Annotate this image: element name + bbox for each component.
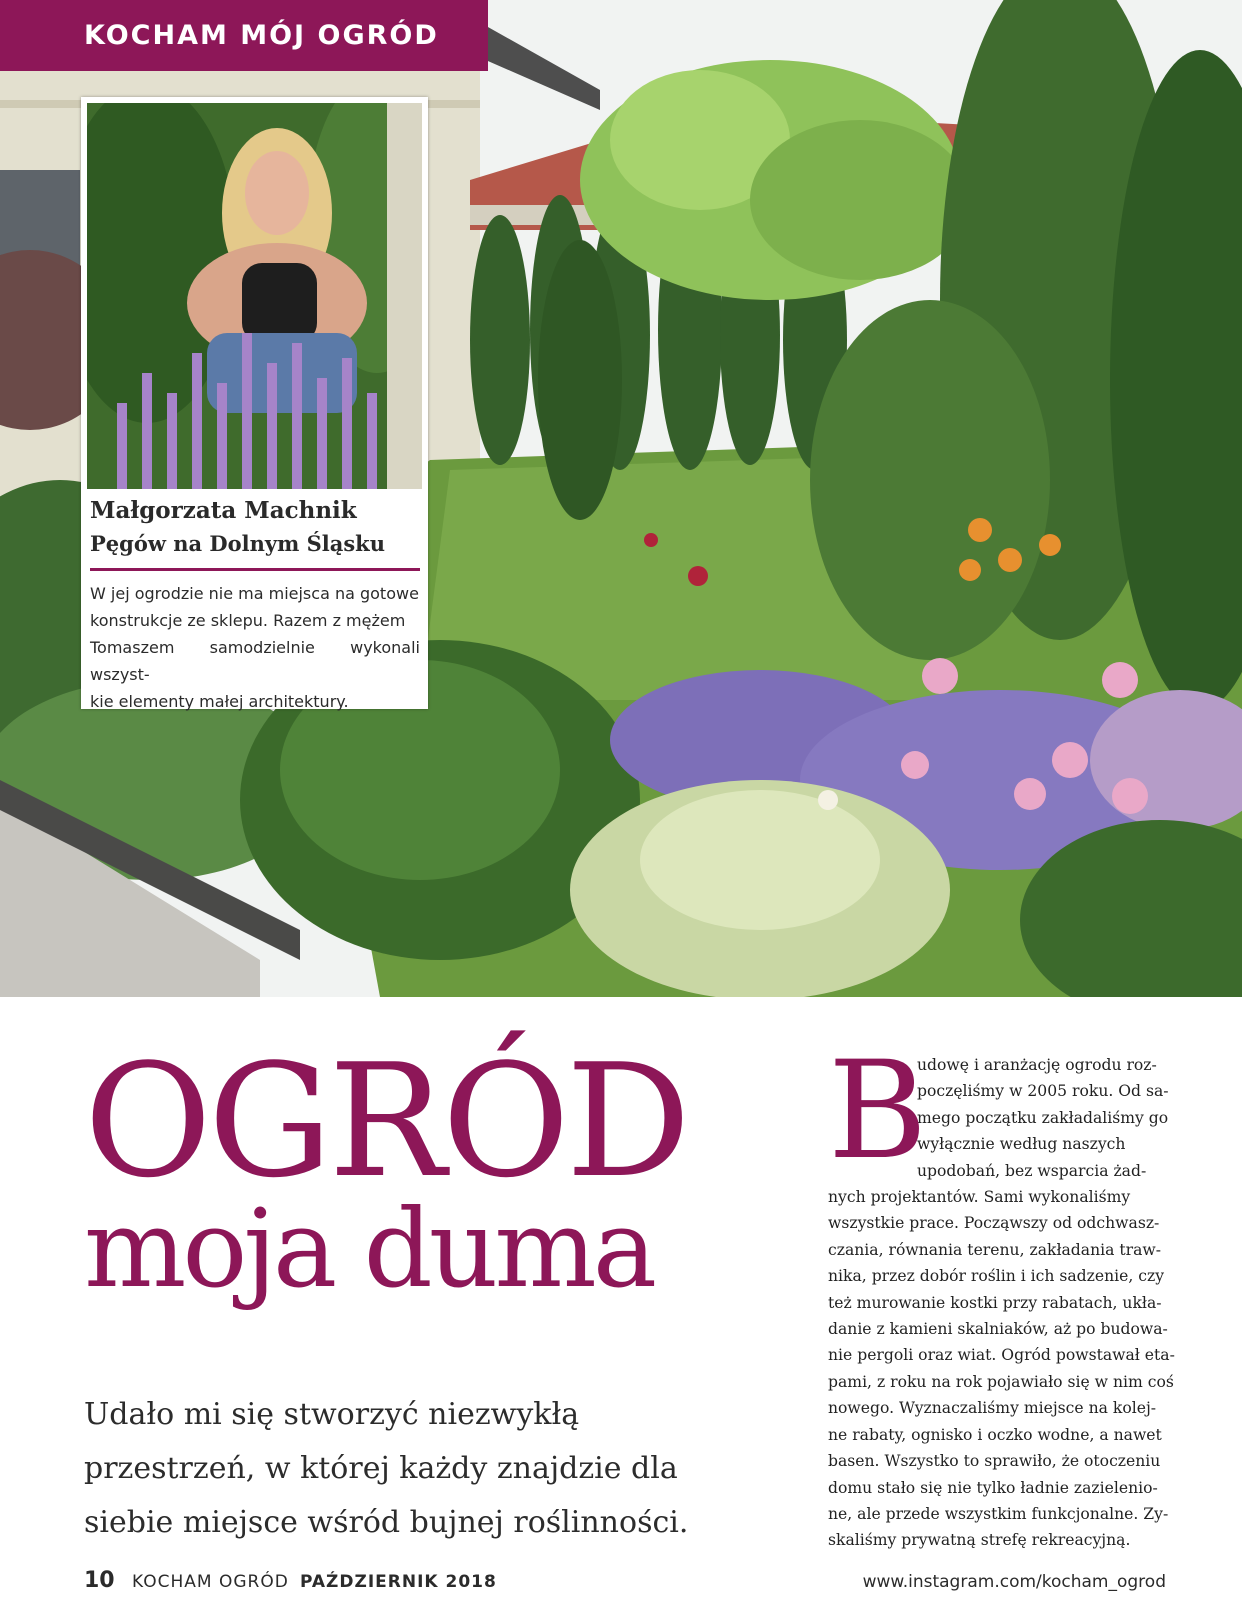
body-line: danie z kamieni skalniaków, aż po budowa-	[828, 1320, 1168, 1339]
body-line: nych projektantów. Sami wykonaliśmy	[828, 1188, 1131, 1207]
body-line: nowego. Wyznaczaliśmy miejsce na kolej-	[828, 1399, 1157, 1418]
profile-place: Pęgów na Dolnym Śląsku	[90, 531, 386, 556]
body-line: też murowanie kostki przy rabatach, ukła-	[828, 1293, 1162, 1312]
description-line: konstrukcje ze sklepu. Razem z mężem	[90, 611, 406, 630]
description-line: kie elementy małej architektury.	[90, 692, 349, 711]
body-line: ne rabaty, ognisko i oczko wodne, a nawet	[828, 1425, 1162, 1444]
body-line: pami, z roku na rok pojawiało się w nim coś	[828, 1372, 1174, 1391]
body-line: czania, równania terenu, zakładania traw-	[828, 1240, 1161, 1259]
body-line: wszystkie prace. Począwszy od odchwasz-	[828, 1214, 1160, 1233]
body-line: wyłącznie według naszych	[917, 1135, 1126, 1154]
body-line: basen. Wszystko to sprawiło, że otoczeniu	[828, 1452, 1161, 1471]
lead-line: przestrzeń, w której każdy znajdzie dla	[84, 1451, 678, 1486]
profile-divider	[90, 568, 420, 571]
body-line: mego początku zakładaliśmy go	[917, 1108, 1169, 1127]
body-line: nika, przez dobór roślin i ich sadzenie, czy	[828, 1267, 1165, 1286]
issue-date: PAŹDZIERNIK 2018	[300, 1572, 497, 1592]
lead-line: Udało mi się stworzyć niezwykłą	[84, 1397, 580, 1432]
body-line: ne, ale przede wszystkim funkcjonalne. Zy-	[828, 1504, 1169, 1523]
page-footer	[0, 1568, 1242, 1598]
body-line: poczęliśmy w 2005 roku. Od sa-	[917, 1082, 1169, 1101]
lead-line: siebie miejsce wśród bujnej roślinności.	[84, 1505, 689, 1540]
lead-paragraph	[84, 1388, 784, 1550]
drop-cap: B	[828, 1032, 928, 1189]
body-line: udowę i aranżację ogrodu roz-	[917, 1056, 1157, 1074]
page-number: 10	[84, 1568, 115, 1593]
body-line: upodobań, bez wsparcia żad-	[917, 1161, 1147, 1180]
description-line: W jej ogrodzie nie ma miejsca na gotowe	[90, 584, 419, 603]
profile-card	[81, 97, 428, 709]
description-line: Tomaszem samodzielnie wykonali wszyst-	[90, 638, 420, 684]
body-line: domu stało się nie tylko ładnie zazielenio-	[828, 1478, 1158, 1497]
profile-description	[90, 580, 420, 715]
instagram-link[interactable]: www.instagram.com/kocham_ogrod	[862, 1572, 1166, 1592]
body-line: skaliśmy prywatną strefę rekreacyjną.	[828, 1531, 1131, 1550]
profile-name: Małgorzata Machnik	[90, 497, 357, 524]
headline-line-1: OGRÓD	[84, 1030, 687, 1212]
magazine-name: KOCHAM OGRÓD	[132, 1572, 289, 1592]
portrait-photo	[87, 103, 422, 489]
body-text-column	[828, 1032, 1175, 1554]
headline-line-2: moja duma	[84, 1187, 654, 1312]
section-tag: KOCHAM MÓJ OGRÓD	[0, 0, 488, 71]
body-line: nie pergoli oraz wiat. Ogród powstawał eta-	[828, 1346, 1175, 1365]
